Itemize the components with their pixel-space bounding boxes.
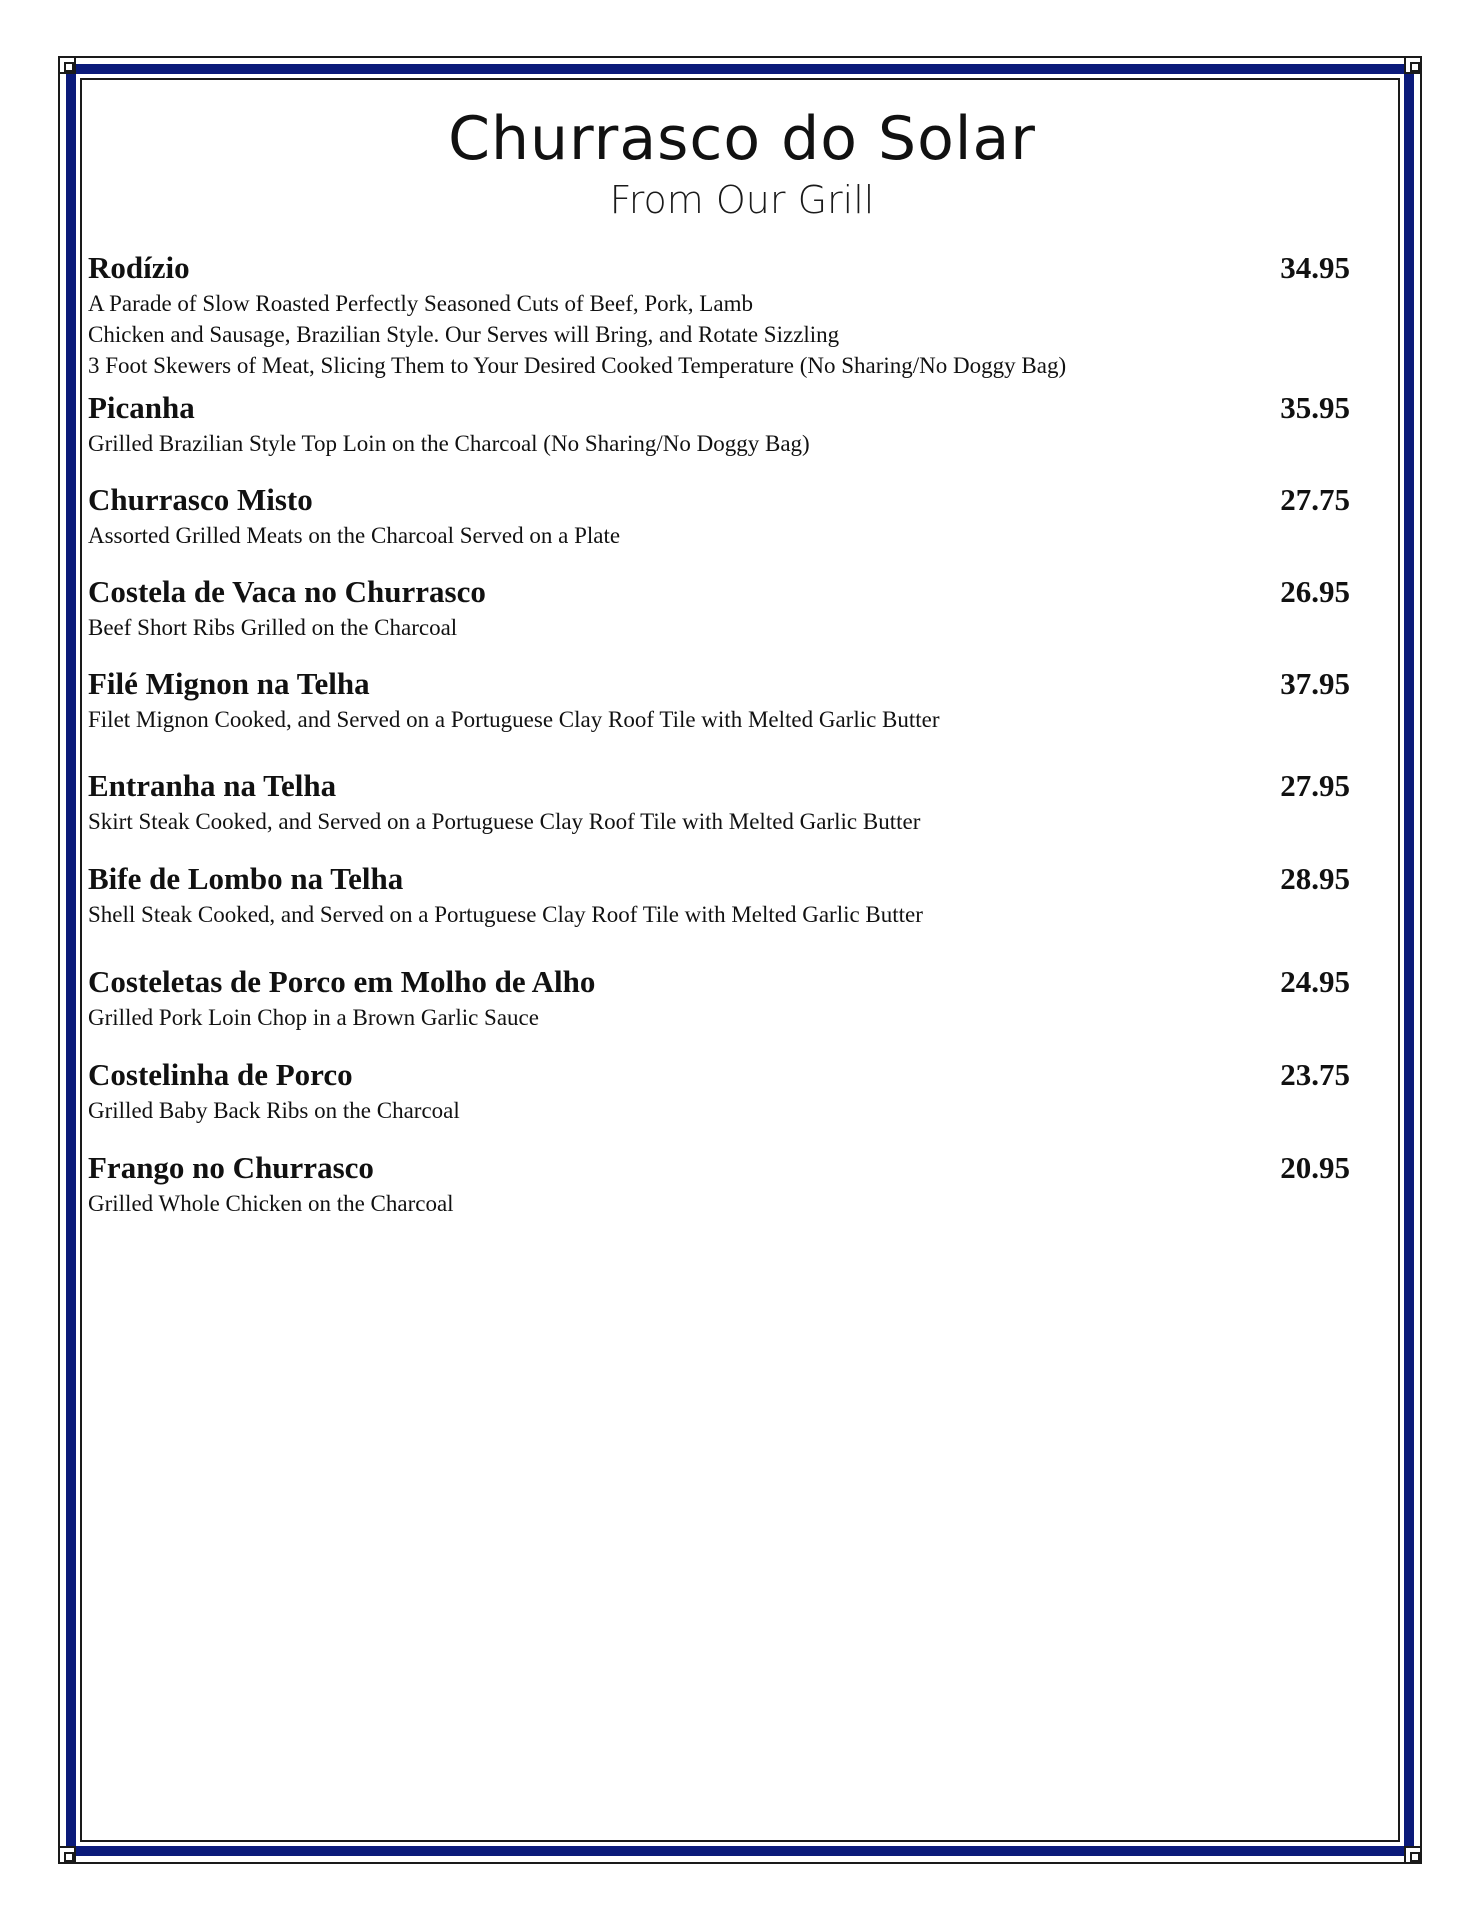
item-description: Grilled Whole Chicken on the Charcoal: [88, 1191, 454, 1216]
menu-title: Churrasco do Solar: [448, 104, 1036, 174]
item-description: Grilled Pork Loin Chop in a Brown Garlic Sauce: [88, 1005, 539, 1030]
item-name: Churrasco Misto: [88, 482, 313, 517]
menu-item-entranha: [88, 766, 1356, 859]
item-price: 27.95: [1280, 768, 1350, 803]
menu-item-costela-de-vaca: [88, 572, 1356, 664]
item-price: 20.95: [1280, 1150, 1350, 1185]
item-price: 35.95: [1280, 390, 1350, 425]
menu-item-file-mignon: [88, 664, 1356, 766]
corner-ornament-top-left: [58, 56, 76, 74]
item-description: Grilled Brazilian Style Top Loin on the Charcoal (No Sharing/No Doggy Bag): [88, 431, 810, 456]
item-description: Skirt Steak Cooked, and Served on a Portuguese Clay Roof Tile with Melted Garlic Butter: [88, 809, 921, 834]
item-name: Bife de Lombo na Telha: [88, 861, 404, 896]
menu-item-bife-de-lombo: [88, 859, 1356, 962]
item-price: 26.95: [1280, 574, 1350, 609]
item-description: Beef Short Ribs Grilled on the Charcoal: [88, 615, 458, 640]
corner-ornament-bottom-left: [58, 1846, 76, 1864]
item-description: Grilled Baby Back Ribs on the Charcoal: [88, 1098, 460, 1123]
item-description: Filet Mignon Cooked, and Served on a Portuguese Clay Roof Tile with Melted Garlic Butter: [88, 707, 940, 732]
item-description: 3 Foot Skewers of Meat, Slicing Them to Your Desired Cooked Temperature (No Sharing/No Doggy Bag): [88, 353, 1067, 378]
item-description: Chicken and Sausage, Brazilian Style. Our Serves will Bring, and Rotate Sizzling: [88, 322, 840, 347]
item-description: Shell Steak Cooked, and Served on a Portuguese Clay Roof Tile with Melted Garlic Butter: [88, 902, 923, 927]
item-name: Costeletas de Porco em Molho de Alho: [88, 964, 596, 999]
menu-item-rodizio: [88, 248, 1356, 388]
item-name: Frango no Churrasco: [88, 1150, 374, 1185]
menu-item-costelinha-de-porco: [88, 1055, 1356, 1148]
item-price: 27.75: [1280, 482, 1350, 517]
menu-list: [88, 248, 1356, 1228]
menu-item-picanha: [88, 388, 1356, 480]
item-name: Rodízio: [88, 250, 190, 285]
menu-item-churrasco-misto: [88, 480, 1356, 572]
item-name: Costela de Vaca no Churrasco: [88, 574, 486, 609]
item-description: A Parade of Slow Roasted Perfectly Seasoned Cuts of Beef, Pork, Lamb: [88, 291, 753, 316]
item-price: 24.95: [1280, 964, 1350, 999]
item-description: Assorted Grilled Meats on the Charcoal Served on a Plate: [88, 523, 621, 548]
item-name: Entranha na Telha: [88, 768, 337, 803]
corner-ornament-bottom-right: [1404, 1846, 1422, 1864]
item-price: 28.95: [1280, 861, 1350, 896]
item-name: Filé Mignon na Telha: [88, 666, 370, 701]
corner-ornament-top-right: [1404, 56, 1422, 74]
menu-subtitle: From Our Grill: [609, 178, 875, 222]
item-name: Picanha: [88, 390, 195, 425]
item-price: 23.75: [1280, 1057, 1350, 1092]
item-name: Costelinha de Porco: [88, 1057, 353, 1092]
item-price: 37.95: [1280, 666, 1350, 701]
menu-item-frango: [88, 1148, 1356, 1228]
item-price: 34.95: [1280, 250, 1350, 285]
menu-item-costeletas-de-porco: [88, 962, 1356, 1055]
